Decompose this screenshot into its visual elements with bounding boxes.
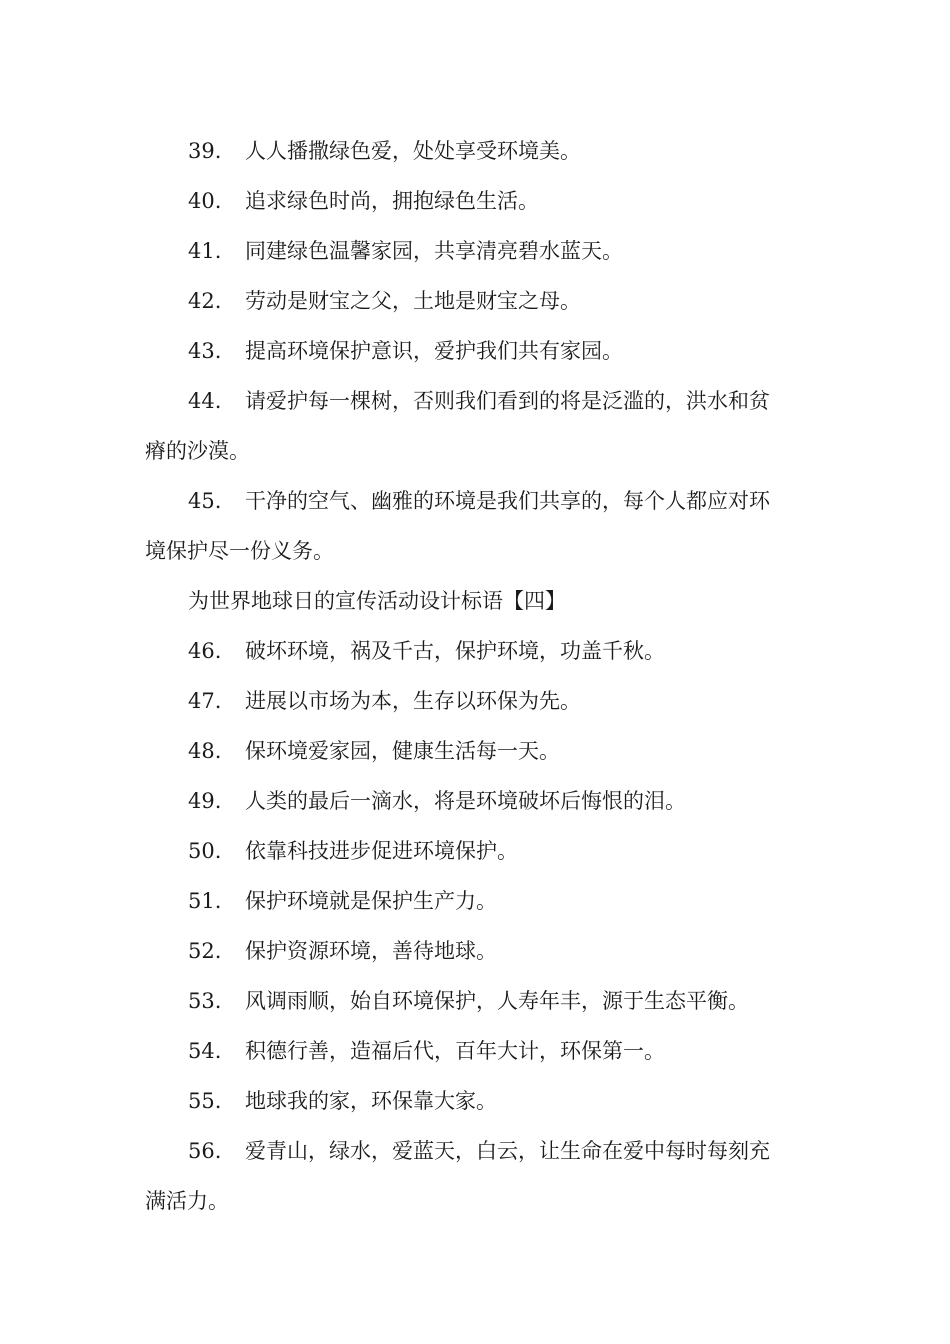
item-text: 请爱护每一棵树，否则我们看到的将是泛滥的，洪水和贫 xyxy=(245,389,770,413)
item-text: 劳动是财宝之父，土地是财宝之母。 xyxy=(245,289,581,313)
item-number: 54. xyxy=(188,1039,222,1063)
item-number: 53. xyxy=(188,989,222,1013)
item-number: 52. xyxy=(188,939,222,963)
item-number: 44. xyxy=(188,389,222,413)
item-text: 人类的最后一滴水，将是环境破坏后悔恨的泪。 xyxy=(245,789,686,813)
item-text: 干净的空气、幽雅的环境是我们共享的，每个人都应对环 xyxy=(245,489,770,513)
item-text-continued: 境保护尽一份义务。 xyxy=(145,539,334,563)
item-text: 提高环境保护意识，爱护我们共有家园。 xyxy=(245,339,623,363)
item-number: 40. xyxy=(188,189,222,213)
item-text: 追求绿色时尚，拥抱绿色生活。 xyxy=(245,189,539,213)
section-heading: 为世界地球日的宣传活动设计标语【四】 xyxy=(188,589,566,613)
item-text-continued: 瘠的沙漠。 xyxy=(145,439,250,463)
item-text: 地球我的家，环保靠大家。 xyxy=(245,1089,497,1113)
item-text-continued: 满活力。 xyxy=(145,1189,229,1213)
item-number: 43. xyxy=(188,339,222,363)
item-text: 保环境爱家园，健康生活每一天。 xyxy=(245,739,560,763)
item-text: 风调雨顺，始自环境保护，人寿年丰，源于生态平衡。 xyxy=(245,989,749,1013)
item-number: 56. xyxy=(188,1139,222,1163)
item-text: 同建绿色温馨家园，共享清亮碧水蓝天。 xyxy=(245,239,623,263)
item-number: 45. xyxy=(188,489,222,513)
item-text: 进展以市场为本，生存以环保为先。 xyxy=(245,689,581,713)
item-text: 爱青山，绿水，爱蓝天，白云，让生命在爱中每时每刻充 xyxy=(245,1139,770,1163)
item-text: 积德行善，造福后代，百年大计，环保第一。 xyxy=(245,1039,665,1063)
item-text: 保护资源环境，善待地球。 xyxy=(245,939,497,963)
item-number: 46. xyxy=(188,639,222,663)
item-number: 42. xyxy=(188,289,222,313)
item-number: 41. xyxy=(188,239,222,263)
item-number: 39. xyxy=(188,139,222,163)
item-text: 依靠科技进步促进环境保护。 xyxy=(245,839,518,863)
item-number: 49. xyxy=(188,789,222,813)
item-number: 47. xyxy=(188,689,222,713)
item-number: 55. xyxy=(188,1089,222,1113)
item-text: 保护环境就是保护生产力。 xyxy=(245,889,497,913)
item-number: 51. xyxy=(188,889,222,913)
item-number: 48. xyxy=(188,739,222,763)
item-number: 50. xyxy=(188,839,222,863)
item-text: 破坏环境，祸及千古，保护环境，功盖千秋。 xyxy=(245,639,665,663)
item-text: 人人播撒绿色爱，处处享受环境美。 xyxy=(245,139,581,163)
